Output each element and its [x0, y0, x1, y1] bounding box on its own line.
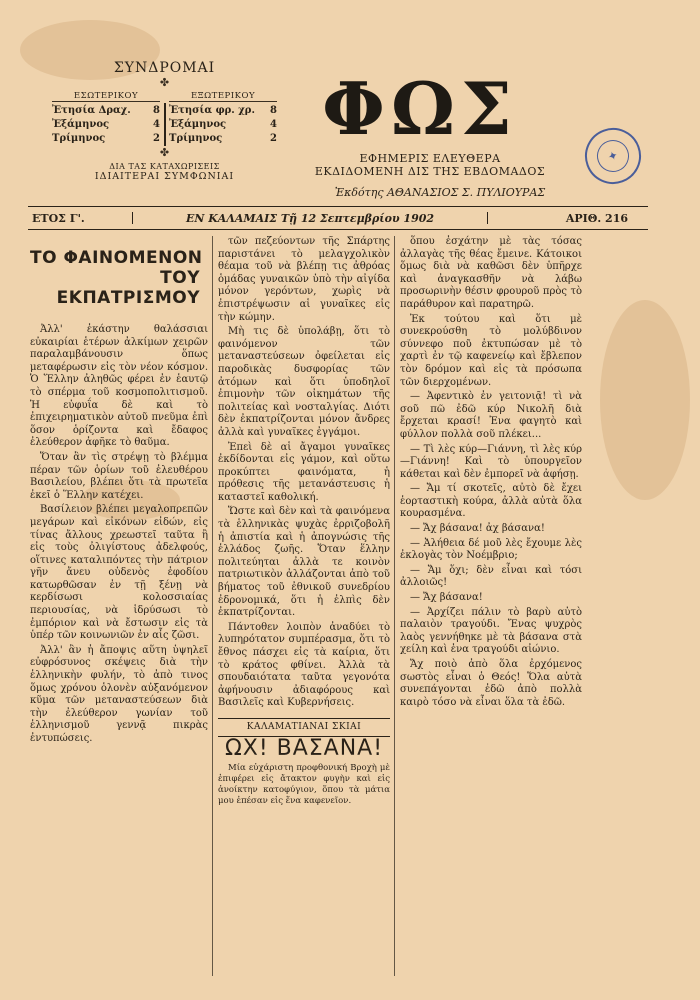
ornament: ✤ [159, 76, 170, 89]
paragraph: — Ἄχ βάσανα! ἀχ βάσανα! [410, 523, 545, 535]
subscriptions-columns [52, 91, 277, 146]
subscriptions-box [52, 60, 277, 182]
domestic-row: Τρίμηνος 2 [52, 133, 160, 144]
place-date: ΕΝ ΚΑΛΑΜΑΙΣ Τῇ 12 Σεπτεμβρίου 1902 [185, 211, 435, 225]
paragraph: Ἐκ τούτου καὶ ὅτι μὲ συνεκρούσθη τὸ μολύβδινον σύννεφο ποῦ ἐκτυπώσαν μὲ τὸ χαρτὶ ἐν τῷ καφενείῳ καὶ ἔβλεπον τὸν δρόμον καὶ εἰς τὰ πρόσωπα τῶν διερχομένων. [400, 313, 582, 388]
foreign-row: Τρίμηνος 2 [169, 133, 277, 144]
paragraph: τῶν πεζεύοντων τῆς Σπάρτης παριστάνει τὸ μελαγχολικὸν θέαμα τοῦ νὰ βλέπῃ τις ἀθρόας ὁμάδας γυναικῶν ὑπὸ τὴν αἰγίδα μόνον γερόντων, χωρὶς νὰ ἐπιστρέψωσιν αἱ γυναῖκες εἰς τὴν κώμην. [218, 236, 390, 323]
paragraph: Μία εὐχάριστη προφθονική Βροχὴ μὲ ἐπιφέρει εἰς ἄτακτον φυγὴν καὶ εἰς ἀνοίκτην κατοφύγιον, ὅπου τὰ μάτια μου ἐπέσαν εἰς ἕνα καφενεῖον. [218, 763, 390, 807]
paper-stain [600, 300, 690, 500]
library-stamp-icon: ✦ [577, 120, 649, 192]
subtitle-line: ΕΚΔΙΔΟΜΕΝΗ ΔΙΣ ΤΗΣ ΕΒΔΟΜΑΔΟΣ [314, 165, 546, 178]
paragraph: ὅπου ἐσχάτην μὲ τὰς τόσας ἀλλαγὰς τῆς θέας ἔμεινε. Κάτοικοι ὅμως διὰ νὰ καθῶσι δὲν ὑπῆρχε καὶ ἀναγκασθῆν νὰ λάβω προσωρινὴν θέσιν φρουροῦ πρὸς τὸ παράθυρον καὶ παρατηρῶ. [400, 236, 582, 310]
paragraph: Ἐπεὶ δὲ αἱ ἄγαμοι γυναῖκες ἐκδίδονται εἰς γάμον, καὶ οὕτω προκύπτει φαινόματα, ἡ πρόθεσις τῆς μετανάστευσις ἡ καταστεῖ καθολική. [218, 441, 390, 503]
column-2 [218, 236, 390, 809]
paragraph: Ἀλλ' ἂν ἡ ἄποψις αὕτη ὑψηλεῖ εὐφρόσυνος σκέψεις διὰ τὴν ἑλληνικὴν φυλήν, τὸ ἀπὸ τινος ὅμως χρόνου ὁλονὲν αὐξανόμενον κῦμα τῶν μεταναστεύσεων διὰ τὴν ἐλεύθερον γωνίαν τοῦ ἑλληνισμοῦ γεννᾷ πικρὰς ἐντυπώσεις. [30, 644, 208, 744]
paragraph: — Ἄμ τί σκοτεῖς, αὐτὸ δὲ ἔχει ἑορταστικὴ κούρα, ἀλλὰ αὐτὰ ὅλα κουρασμένα. [400, 483, 582, 520]
paragraph: — Ἄμ ὅχι; δὲν εἶναι καὶ τόσι ἀλλοιῶς! [400, 564, 582, 589]
section-heading: ΚΑΛΑΜΑΤΙΑΝΑΙ ΣΚΙΑΙ [218, 718, 390, 737]
domestic-row: Ἐτησία Δραχ. 8 [52, 105, 160, 116]
paragraph: — Ἀλήθεια δέ μοῦ λὲς ἔχουμε λὲς ἐκλογὰς τὸν Νοέμβριο; [400, 537, 582, 562]
story-title: ΩΧ! ΒΑΣΑΝΑ! [224, 735, 384, 761]
foreign-heading: ΕΞΩΤΕΡΙΚΟΥ [169, 91, 277, 102]
paragraph: Ἄχ ποιὸ ἀπὸ ὅλα ἐρχόμενος σωστὸς εἶναι ὁ Θεός! Ὅλα αὐτὰ συνεπάγονται ἐδῶ ἀπὸ πολλὰ καιρὸ τόσο νὰ εἶναι ὅλα τὰ ἐδῶ. [400, 659, 582, 708]
paragraph: Ἀλλ' ἑκάστην θαλάσσιαι εὐκαιρίαι ἑτέρων ἀλκίμων χειρῶν παραλαμβάνουσιν ὅπως μεταφέρωσιν εἰς τὸν νέον κόσμον. Ὁ Ἕλλην ἀληθῶς φέρει ἐν ἑαυτῷ τὸ σπέρμα τοῦ κοσμοπολιτισμοῦ. Ἡ εὐφυΐα δὲ καὶ τὸ ἐπιχειρηματικὸν αὐτοῦ πνεῦμα ἐπὶ ὅσον ὁρίζοντα καὶ ἔδαφος ἐλεύθερον ἀφῆκε τὸ θαῦμα. [30, 324, 208, 449]
paragraph: Βασίλειον βλέπει μεγαλοπρεπῶν μεγάρων καὶ εἰκόνων εἰδών, εἰς τίνας ἄλλους χρεωστεῖ ταῦτα ἢ εἰς τοὺς ὀλιγίστους ἀδελφούς, οἵτινες καταλιπόντες τὴν πάτριον γῆν ἄνευ οὐδενὸς ἐφοδίου κατωρθῶσαν ἐν τῇ ξένῃ νὰ κερδίσωσι κολοσσιαίας περιουσίας, νὰ ἱδρύσωσι τὸ ἐμπόριον καὶ νὰ ἔστωσιν εἰς τὰ ὑπέρ τῶν κοινωνιῶν ἐν αἷς ζῶσι. [30, 504, 208, 642]
domestic-row: Ἐξάμηνος 4 [52, 119, 160, 130]
newspaper-logo: ΦΩΣ [322, 66, 518, 151]
subtitle-line: ΕΦΗΜΕΡΙΣ ΕΛΕΥΘΕΡΑ [359, 152, 501, 165]
paragraph: — Ἀφεντικὸ ἐν γειτονιᾷ! τὶ νὰ σοῦ πῶ ἐδῶ κύρ Νικολῆ διὰ ἔρχεται κρασί! Ἐνα φαγητὸ καὶ φύλλον πολλὰ σοῦ πλέκει... [400, 391, 582, 440]
paragraph: Μὴ τις δὲ ὑπολάβῃ, ὅτι τὸ φαινόμενον τῶν μεταναστεύσεων ὀφείλεται εἰς παροδικὰς δυσφορίας τῶν ἀτόμων καὶ ὅτι ὑποδηλοῖ ἐπιμονὴν τῶν οἰκημάτων τῆς πολιτείας καὶ νοσταλγίας. Διότι δὲν ἐκπατρίζονται μόνον ἄνδρες ἀλλὰ καὶ γυναῖκες ἐγγάμοι. [218, 326, 390, 438]
subscriptions-domestic [52, 91, 160, 146]
column-rule [394, 236, 395, 976]
headline-line: ΤΟΥ ΕΚΠΑΤΡΙΣΜΟΥ [56, 268, 200, 308]
issue-number: ΑΡΙΘ. 216 [565, 211, 628, 225]
column-1 [30, 236, 208, 748]
ornament: ✤ [159, 146, 170, 159]
ads-note-2: ΙΔΙΑΙΤΕΡΑΙ ΣΥΜΦΩΝΙΑΙ [94, 171, 235, 182]
column-3 [400, 236, 582, 711]
subscriptions-title: ΣΥΝΔΡΟΜΑΙ [113, 60, 216, 76]
article-headline [30, 248, 208, 308]
foreign-row: Ἐξάμηνος 4 [169, 119, 277, 130]
ads-note: ΔΙΑ ΤΑΣ ΚΑΤΑΧΩΡΙΣΕΙΣ [109, 162, 220, 171]
masthead [30, 60, 670, 200]
paragraph: — Τὶ λὲς κύρ—Γιάννη, τὶ λὲς κύρ—Γιάννη! Καὶ τὸ ὑπουργεῖον κάθεται καὶ δὲν ἐμπορεῖ νὰ ἀφήσῃ. [400, 443, 582, 480]
paragraph: — Ἄχ βάσανα! [410, 592, 483, 604]
dateline [28, 206, 648, 230]
foreign-row: Ἐτησία φρ. χρ. 8 [169, 105, 277, 116]
paragraph: — Ἀρχίζει πάλιν τὸ βαρὺ αὐτὸ παλαιὸν τραγούδι. Ἔνας ψυχρὸς λαὸς γεννήθηκε μὲ τὰ βάσανα στὰ χείλη καὶ ἐνα τραγούδι αἰώνιο. [400, 606, 582, 656]
year: ΕΤΟΣ Γ'. [32, 211, 85, 225]
domestic-heading: ΕΣΩΤΕΡΙΚΟΥ [52, 91, 160, 102]
paragraph: Ὅταν ἂν τὶς στρέψῃ τὸ βλέμμα πέραν τῶν ὁρίων τοῦ ἐλευθέρου Βασιλείου, βλέπει ὅτι τὰ πρωτεῖα ἐκεῖ ὁ Ἕλλην κατέχει. [30, 451, 208, 501]
paragraph: Ὥστε καὶ δὲν καὶ τὰ φαινόμενα τὰ ἑλληνικὰς ψυχὰς ἐρριζοβολῆ ἡ ἀπιστία καὶ ἡ ἀπογνώσις τῆς ἑλλάδος ζωῆς. Ὅταν ἕλλην πολιτεύηται ἀλλὰ τε κοινὸν πατριωτικὸν ἀλλάζονται ἀπὸ τοῦ βήματος τοῦ ἐθνικοῦ συνεδρίου ἐδρονομικά, ὅτι ἡ ἐλπὶς δὲν ἐκπατρίζονται. [218, 506, 390, 619]
paragraph: Πάντοθεν λοιπὸν ἀναδύει τὸ λυπηρότατον συμπέρασμα, ὅτι τὸ ἔθνος πάσχει εἰς τὰ καίρια, ὅτι τὸ κράτος φθίνει. Ἀλλὰ τὰ σπουδαιότατα ταῦτα γεγονότα ἀφήνουσιν ἀδιαφόρους καὶ Βασιλεῖς καὶ Κυβερνήσεις. [218, 621, 390, 709]
newspaper-subtitle [300, 152, 560, 178]
column-rule [212, 236, 213, 976]
subscriptions-divider [164, 103, 166, 146]
publisher-line: Ἐκδότης ΑΘΑΝΑΣΙΟΣ Σ. ΠΥΛΙΟΥΡΑΣ [334, 186, 546, 199]
headline-line: ΤΟ ΦΑΙΝΟΜΕΝΟΝ [30, 248, 203, 268]
